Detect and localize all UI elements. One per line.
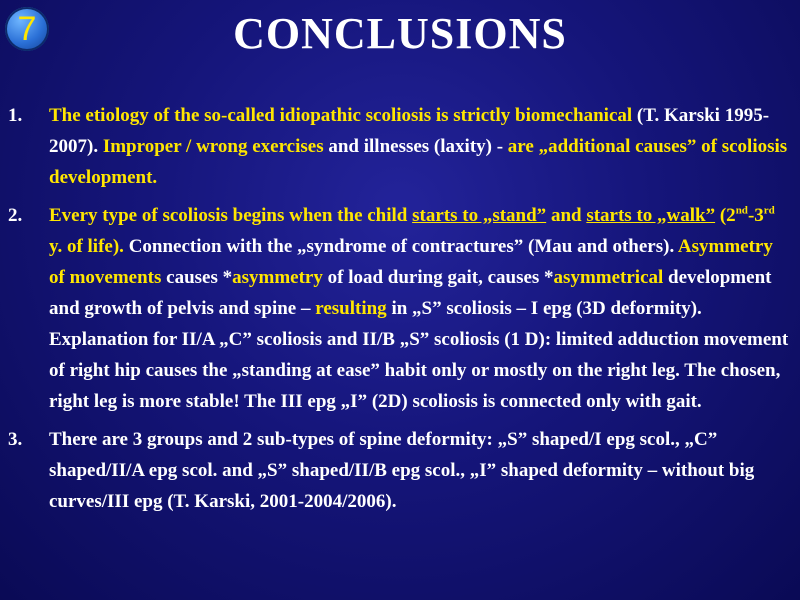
text-segment: are „additional causes” of scoliosis development. — [49, 136, 788, 188]
text-segment: starts to „walk” — [586, 205, 716, 226]
item-text — [49, 200, 790, 417]
text-segment: (2 — [715, 205, 736, 226]
slide-title: CONCLUSIONS — [233, 9, 567, 58]
text-superscript: rd — [763, 204, 775, 217]
conclusions-list — [8, 100, 790, 524]
text-segment: Connection with the „syndrome of contractures” (Mau and others). — [123, 236, 678, 257]
text-segment: development and growth of pelvis and spine – — [49, 267, 772, 319]
text-segment: and — [546, 205, 587, 226]
slide-number-badge: 7 — [5, 7, 49, 51]
conclusion-item-2 — [8, 200, 790, 417]
text-segment: and illnesses (laxity) - — [323, 136, 508, 157]
item-text — [49, 100, 790, 193]
text-segment: Every type of scoliosis begins when the child — [49, 205, 413, 226]
text-segment: There are 3 groups and 2 sub-types of spine deformity: „S” shaped/I epg scol., „C” shaped/II/A epg scol. and „S” shaped/II/B epg scol., „I” shaped deformity – without big curves/III epg (T. Karski, 2001-2004/2006). — [49, 429, 755, 512]
text-segment: of load during gait, causes * — [322, 267, 554, 288]
text-segment: resulting — [315, 298, 387, 319]
text-segment: starts to „stand” — [412, 205, 547, 226]
text-segment: Improper / wrong exercises — [102, 136, 324, 157]
item-text — [49, 424, 790, 517]
text-segment: y. of life). — [49, 236, 124, 257]
conclusion-item-1 — [8, 100, 790, 193]
text-segment: (T. Karski 1995-2007). — [49, 105, 770, 157]
item-number: 1. — [8, 105, 23, 126]
conclusion-item-3 — [8, 424, 790, 517]
text-segment: Asymmetry of movements — [49, 236, 773, 288]
text-segment: in „S” scoliosis – I epg (3D deformity). Explanation for II/A „C” scoliosis and II/B „S” scoliosis (1 D): limited adduction movement of right hip causes the „standing at ease” habit only or mostly on the right leg. The chosen, right leg is more stable! The III epg „I” (2D) scoliosis is connected only with gait. — [49, 298, 789, 412]
text-segment: asymmetrical — [553, 267, 664, 288]
text-superscript: nd — [735, 204, 748, 217]
item-number: 2. — [8, 205, 23, 226]
text-segment: asymmetry — [232, 267, 323, 288]
text-segment: -3 — [747, 205, 764, 226]
text-segment: The etiology of the so-called idiopathic scoliosis is strictly biomechanical — [49, 105, 633, 126]
item-number: 3. — [8, 429, 23, 450]
text-segment: causes * — [161, 267, 233, 288]
